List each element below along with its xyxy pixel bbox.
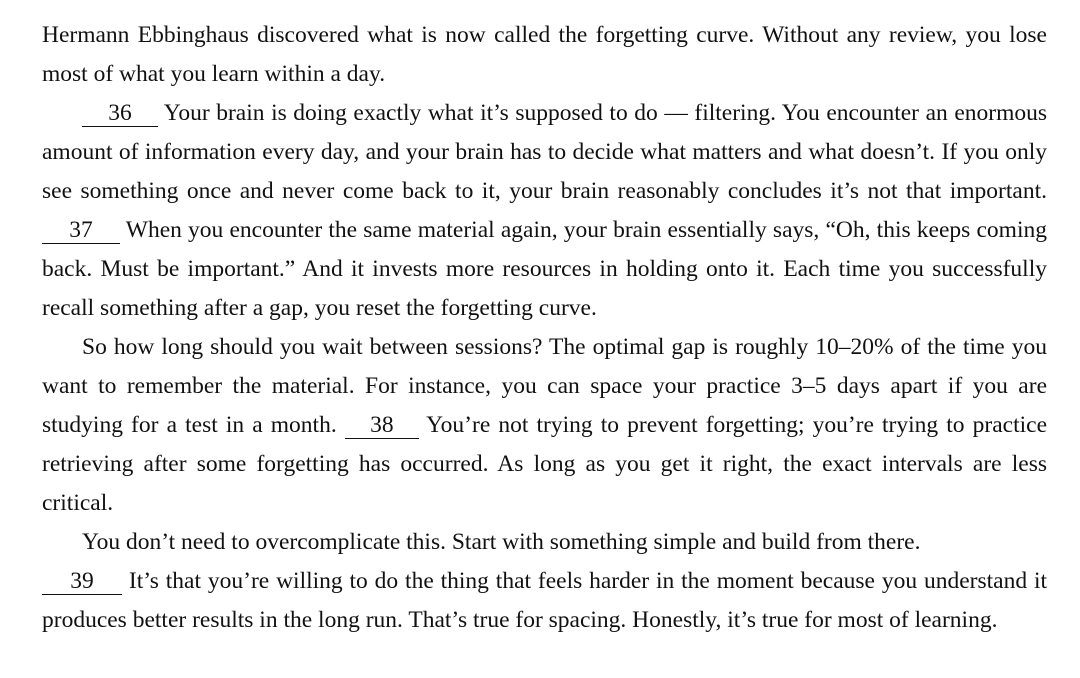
text-before-38: So how long should you wait between sessions? The optimal gap is roughly 10–20% of the time you want to remember the material. For instance, you can space your practice 3–5 days apart if you are studying for a test in a month.	[42, 334, 1047, 438]
paragraph-forgetting	[42, 94, 1047, 328]
simple-text: You don’t need to overcomplicate this. Start with something simple and build from there.	[82, 529, 921, 555]
paragraph-conclusion	[42, 562, 1047, 640]
paragraph-simple	[42, 523, 1047, 562]
blank-36: 36	[82, 100, 158, 127]
text-after-36: Your brain is doing exactly what it’s supposed to do — filtering. You encounter an enormous amount of information every day, and your brain has to decide what matters and what doesn’t. If you only see something once and never come back to it, your brain reasonably concludes it’s not that important.	[42, 100, 1047, 204]
blank-37: 37	[42, 217, 120, 244]
blank-38: 38	[345, 412, 419, 439]
text-after-38: You’re not trying to prevent forgetting; you’re trying to practice retrieving after some forgetting has occurred. As long as you get it right, the exact intervals are less critical.	[42, 412, 1048, 516]
blank-39: 39	[42, 568, 122, 595]
text-after-37: When you encounter the same material again, your brain essentially says, “Oh, this keeps coming back. Must be important.” And it invests more resources in holding onto it. Each time you successfully recall something after a gap, you reset the forgetting curve.	[42, 217, 1047, 321]
text-after-39: It’s that you’re willing to do the thing that feels harder in the moment because you understand it produces better results in the long run. That’s true for spacing. Honestly, it’s true for most of learning.	[42, 568, 1047, 633]
intro-text: Hermann Ebbinghaus discovered what is now called the forgetting curve. Without any review, you lose most of what you learn within a day.	[42, 22, 1047, 87]
paragraph-intro	[42, 16, 1047, 94]
paragraph-spacing	[42, 328, 1047, 523]
